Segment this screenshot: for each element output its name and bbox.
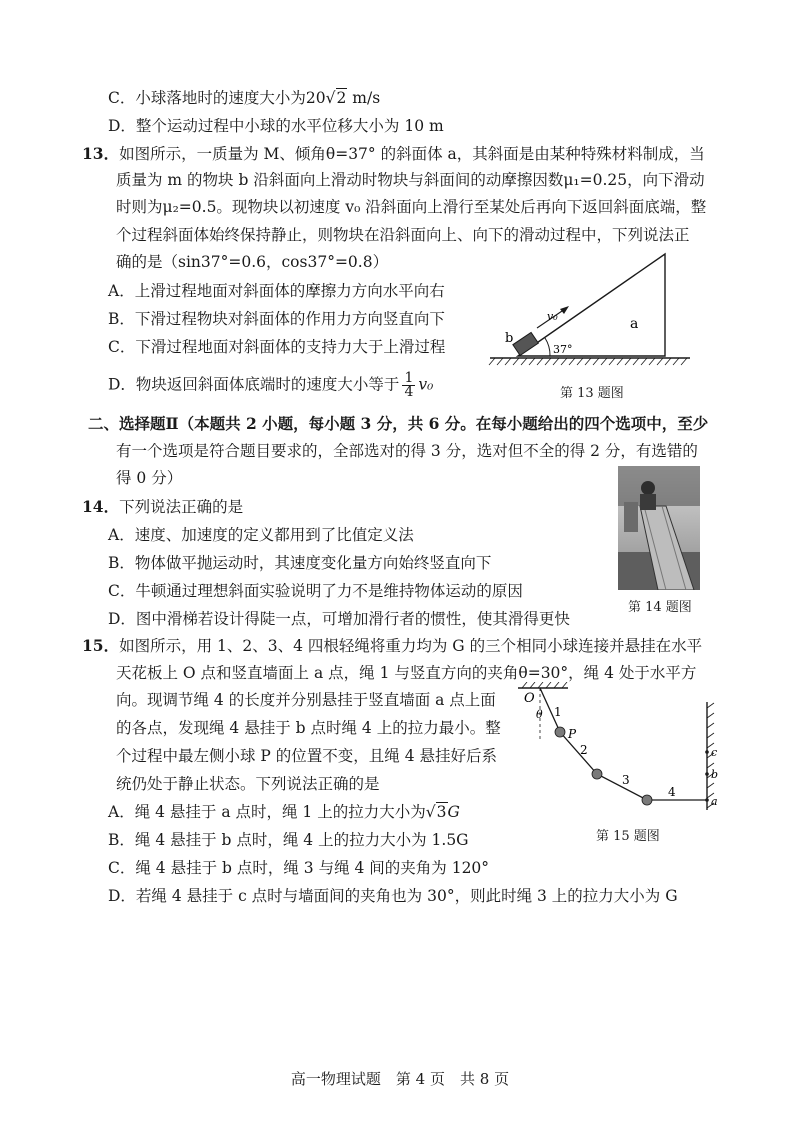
q13-option-b: B．下滑过程物块对斜面体的作用力方向竖直向下 [108, 310, 445, 328]
q14-option-a: A．速度、加速度的定义都用到了比值定义法 [108, 526, 414, 544]
label-theta: θ [536, 708, 543, 721]
section-2-line-3: 得 0 分） [116, 469, 183, 487]
ball-2 [592, 769, 602, 779]
label-rope-3: 3 [622, 773, 630, 787]
figure-15-caption: 第 15 题图 [596, 829, 660, 844]
q13-line-3: 时则为μ₂=0.5。现物块以初速度 v₀ 沿斜面向上滑行至某处后再向下返回斜面底端，整 [116, 198, 707, 216]
q15-line-4: 的各点，发现绳 4 悬挂于 b 点时绳 4 上的拉力最小。整 [116, 719, 501, 737]
block-b [513, 332, 539, 355]
q13-line-1: 13．如图所示，一质量为 M、倾角θ=37° 的斜面体 a，其斜面是由某种特殊材料制成，当 [82, 144, 705, 163]
label-rope-2: 2 [580, 743, 588, 757]
q15-option-a: A．绳 4 悬挂于 a 点时，绳 1 上的拉力大小为√3G [108, 803, 460, 821]
section-2-heading: 二、选择题Ⅱ（本题共 2 小题，每小题 3 分，共 6 分。在每小题给出的四个选项中，至少 [88, 414, 709, 433]
q15-line-6: 统仍处于静止状态。下列说法正确的是 [116, 775, 380, 793]
q14-option-c: C．牛顿通过理想斜面实验说明了力不是维持物体运动的原因 [108, 582, 523, 600]
label-rope-4: 4 [668, 785, 676, 799]
q13-line-4: 个过程斜面体始终保持静止，则物块在沿斜面向上、向下的滑动过程中，下列说法正 [116, 226, 690, 244]
q15-option-d: D．若绳 4 悬挂于 c 点时与墙面间的夹角也为 30°，则此时绳 3 上的拉力大小为 G [108, 887, 678, 905]
q15-line-5: 个过程中最左侧小球 P 的位置不变，且绳 4 悬挂好后系 [116, 747, 498, 765]
label-a: a [711, 795, 718, 808]
page-footer: 高一物理试题 第 4 页 共 8 页 [290, 1070, 510, 1088]
incline-wedge [518, 254, 665, 356]
q13-option-a: A．上滑过程地面对斜面体的摩擦力方向水平向右 [108, 282, 445, 300]
figure-14-slide-photo [618, 466, 700, 590]
q14-option-d: D．图中滑梯若设计得陡一点，可增加滑行者的惯性，使其滑得更快 [108, 610, 570, 628]
q15-line-1: 15．如图所示，用 1、2、3、4 四根轻绳将重力均为 G 的三个相同小球连接并悬挂在水平 [82, 636, 703, 655]
label-o: O [524, 691, 535, 706]
figure-15-hanging-balls [510, 682, 725, 814]
label-c: c [711, 746, 718, 759]
figure-14-caption: 第 14 题图 [628, 600, 692, 615]
label-b: b [711, 768, 719, 781]
fraction-one-quarter: $\frac{1}{4}$ [404, 370, 414, 400]
figure-13-incline [485, 250, 705, 380]
label-p: P [568, 727, 577, 741]
q15-number: 15． [82, 636, 120, 655]
q12-option-d: D．整个运动过程中小球的水平位移大小为 10 m [108, 117, 444, 135]
q14-number: 14． [82, 497, 120, 516]
q13-option-d: D．物块返回斜面体底端时的速度大小等于 $\frac{1}{4}$ v₀ [108, 370, 434, 400]
label-a: a [630, 316, 639, 332]
q14-option-b: B．物体做平抛运动时，其速度变化量方向始终竖直向下 [108, 554, 492, 572]
q15-line-3: 向。现调节绳 4 的长度并分别悬挂于竖直墙面 a 点上面 [116, 691, 496, 709]
section-2-line-2: 有一个选项是符合题目要求的，全部选对的得 3 分，选对但不全的得 2 分，有选错的 [116, 442, 698, 460]
ball-3 [642, 795, 652, 805]
arrow-icon [560, 306, 569, 314]
label-b: b [505, 331, 514, 346]
ball-p [555, 727, 565, 737]
q13-line-5: 确的是（sin37°=0.6，cos37°=0.8） [116, 253, 389, 271]
q15-line-2: 天花板上 O 点和竖直墙面上 a 点，绳 1 与竖直方向的夹角θ=30°，绳 4 处于水平方 [116, 664, 697, 682]
label-rope-1: 1 [554, 705, 562, 719]
figure-13-caption: 第 13 题图 [560, 386, 624, 401]
q12-option-c: C．小球落地时的速度大小为20√2 m/s [108, 89, 381, 107]
q13-line-2: 质量为 m 的物块 b 沿斜面向上滑动时物块与斜面间的动摩擦因数μ₁=0.25，向下滑动 [116, 171, 705, 189]
q15-option-c: C．绳 4 悬挂于 b 点时，绳 3 与绳 4 间的夹角为 120° [108, 859, 490, 877]
q15-option-b: B．绳 4 悬挂于 b 点时，绳 4 上的拉力大小为 1.5G [108, 831, 469, 849]
label-v0: v₀ [547, 310, 558, 323]
q13-option-c: C．下滑过程地面对斜面体的支持力大于上滑过程 [108, 338, 446, 356]
label-angle: 37° [553, 343, 573, 356]
q13-number: 13． [82, 144, 120, 163]
q14-stem: 14．下列说法正确的是 [82, 497, 244, 516]
